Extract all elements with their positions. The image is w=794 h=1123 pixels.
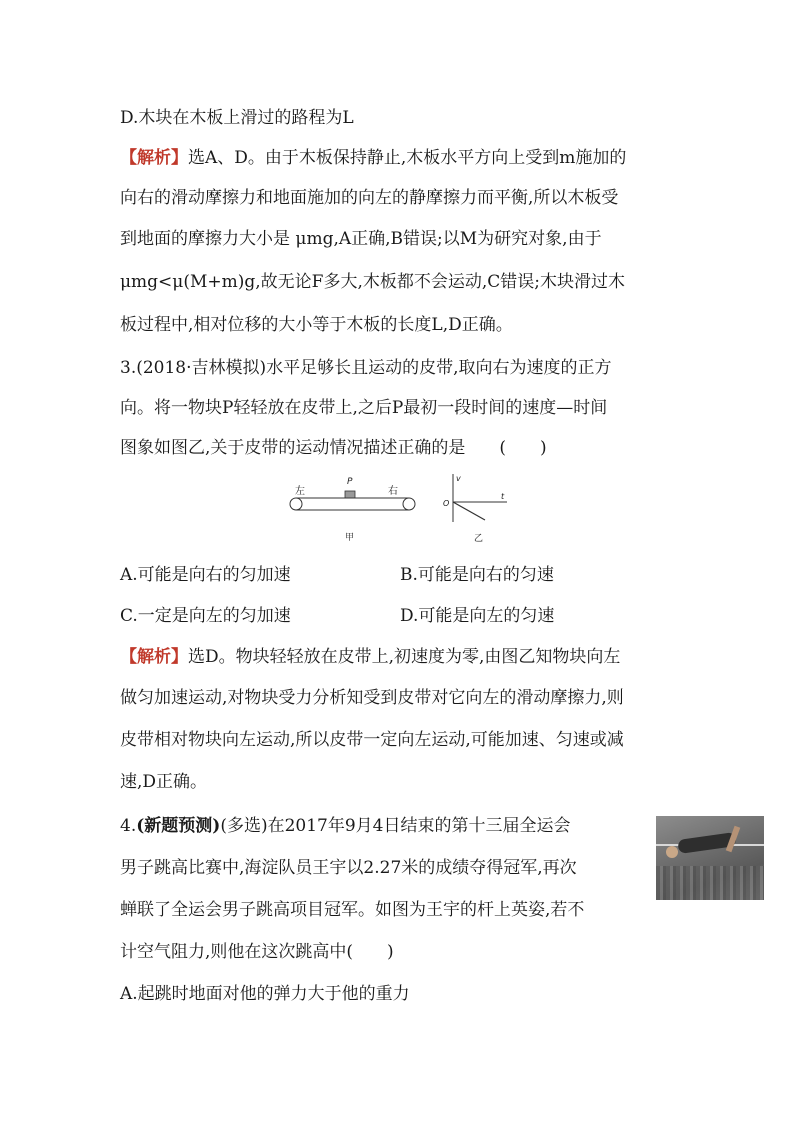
block-label: P (347, 477, 353, 487)
question-text: (多选)在2017年9月4日结束的第十三届全运会 (220, 816, 571, 836)
analysis-q2-line-2: 向右的滑动摩擦力和地面施加的向左的静摩擦力而平衡,所以木板受 (120, 188, 619, 208)
question-number: 4. (120, 816, 137, 836)
axis-v-label: v (456, 474, 461, 483)
question-4-line-4: 计空气阻力,则他在这次跳高中( ) (120, 942, 394, 962)
conveyor-belt (290, 498, 415, 510)
caption-yi: 乙 (474, 534, 484, 544)
block-p (345, 491, 355, 498)
analysis-q3-line-3: 皮带相对物块向左运动,所以皮带一定向左运动,可能加速、匀速或减 (120, 730, 624, 750)
analysis-q2-line-3: 到地面的摩擦力大小是 μmg,A正确,B错误;以M为研究对象,由于 (120, 229, 602, 249)
q3-option-d: D.可能是向左的匀速 (400, 606, 555, 626)
left-label: 左 (295, 486, 305, 497)
vt-graph (443, 474, 507, 544)
analysis-tag: 【解析】 (120, 647, 188, 667)
q3-option-c: C.一定是向左的匀加速 (120, 606, 291, 626)
q3-option-b: B.可能是向右的匀速 (400, 565, 554, 585)
option-d-q2: D.木块在木板上滑过的路程为L (120, 108, 354, 128)
belt-figure (285, 472, 525, 552)
question-3-line-2: 向。将一物块P轻轻放在皮带上,之后P最初一段时间的速度—时间 (120, 398, 608, 418)
right-roller (403, 498, 415, 510)
question-4-line-2: 男子跳高比赛中,海淀队员王宇以2.27米的成绩夺得冠军,再次 (120, 858, 577, 878)
caption-jia: 甲 (345, 533, 355, 543)
q4-option-a: A.起跳时地面对他的弹力大于他的重力 (120, 984, 410, 1004)
question-4-line-1 (120, 814, 571, 838)
axis-t-label: t (501, 492, 505, 501)
new-question-badge: (新题预测) (136, 816, 221, 836)
right-label: 右 (388, 486, 398, 497)
analysis-q3-line-2: 做匀加速运动,对物块受力分析知受到皮带对它向左的滑动摩擦力,则 (120, 688, 624, 708)
analysis-tag: 【解析】 (120, 148, 188, 168)
analysis-q3-line-1 (120, 645, 620, 669)
question-3-line-1: 3.(2018·吉林模拟)水平足够长且运动的皮带,取向右为速度的正方 (120, 358, 612, 378)
question-3-line-3: 图象如图乙,关于皮带的运动情况描述正确的是 ( ) (120, 438, 547, 458)
analysis-text: 选D。物块轻轻放在皮带上,初速度为零,由图乙知物块向左 (188, 647, 621, 667)
analysis-text: 选A、D。由于木板保持静止,木板水平方向上受到m施加的 (188, 148, 627, 168)
analysis-q2-line-4: μmg<μ(M+m)g,故无论F多大,木板都不会运动,C错误;木块滑过木 (120, 272, 626, 292)
analysis-q2-line-5: 板过程中,相对位移的大小等于木板的长度L,D正确。 (120, 315, 513, 335)
crowd-background (656, 866, 764, 900)
analysis-q2-line-1 (120, 146, 626, 170)
athlete-head (666, 846, 678, 858)
question-4-line-3: 蝉联了全运会男子跳高项目冠军。如图为王宇的杆上英姿,若不 (120, 900, 585, 920)
left-roller (290, 498, 302, 510)
high-jump-photo (656, 816, 764, 900)
analysis-q3-line-4: 速,D正确。 (120, 772, 208, 792)
velocity-line (453, 502, 485, 520)
q3-option-a: A.可能是向右的匀加速 (120, 565, 291, 585)
origin-label: O (443, 499, 450, 508)
